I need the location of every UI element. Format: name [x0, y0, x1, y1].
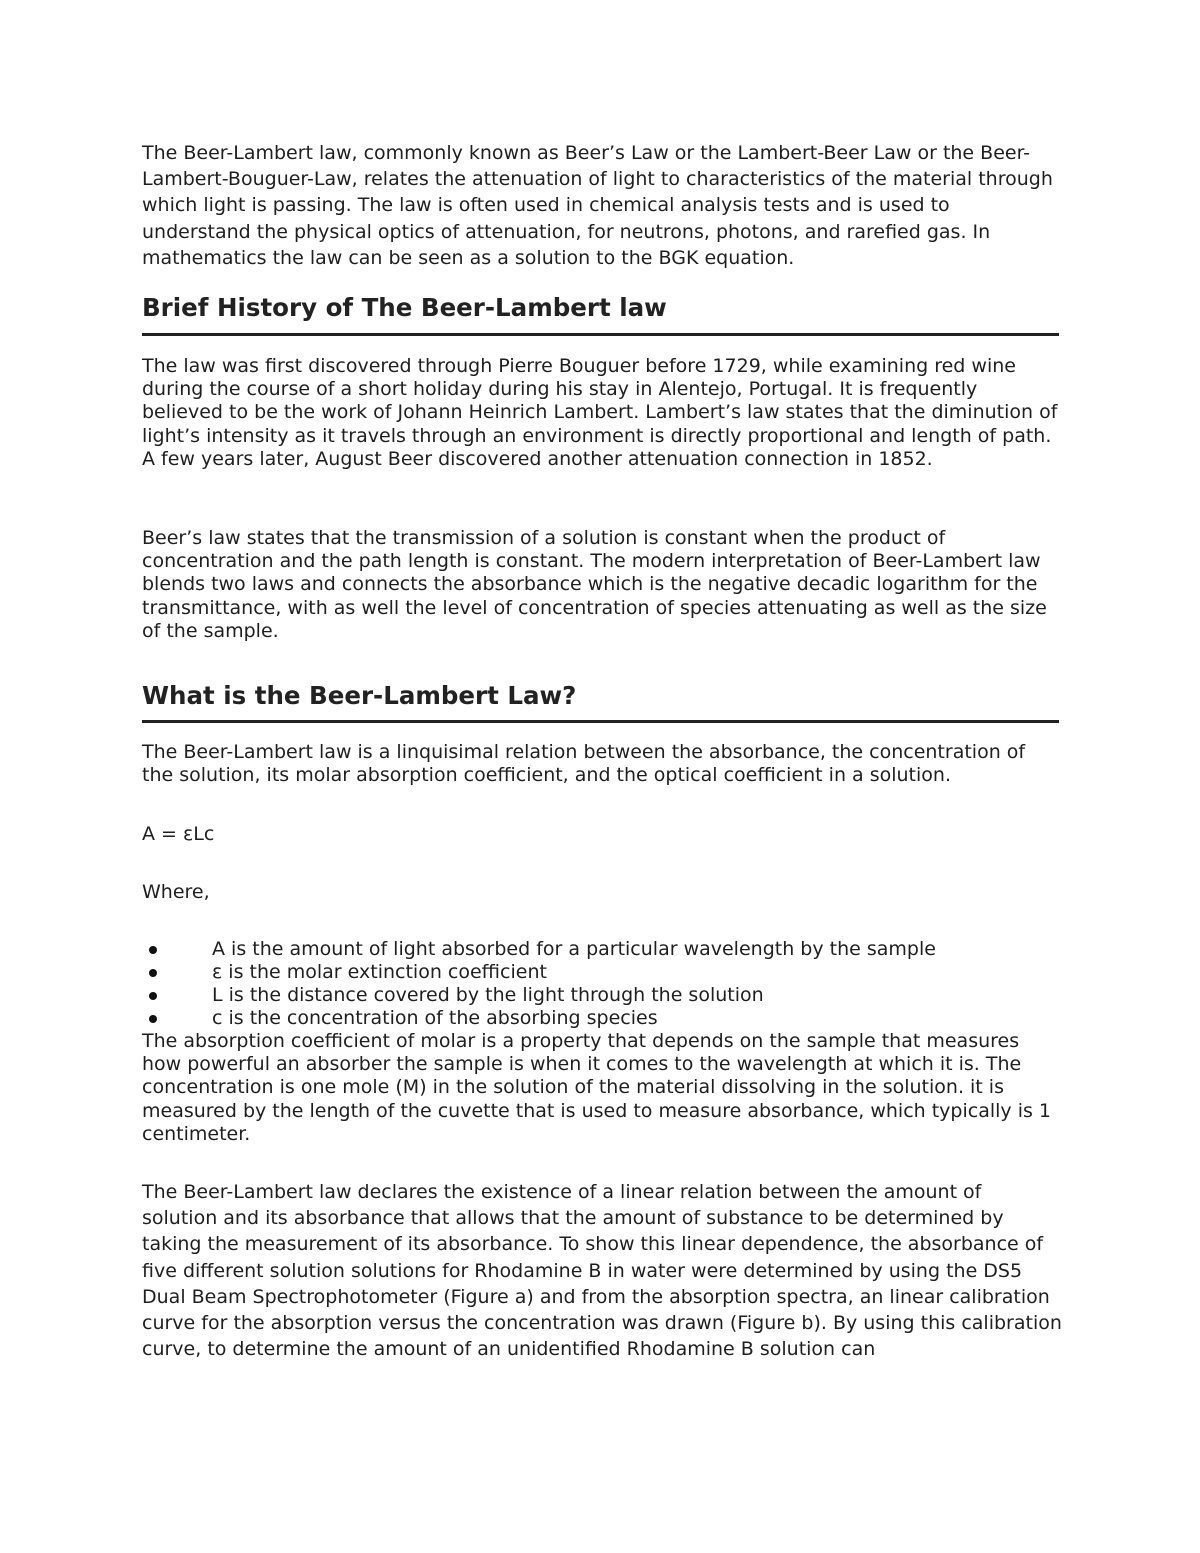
- list-item: [142, 1007, 1062, 1030]
- what-paragraph: The Beer-Lambert law is a linquisimal relation between the absorbance, the concentration of the solution, its molar absorption coefficient, and the optical coefficient in a solution.: [142, 741, 1026, 787]
- history-heading-rule: [142, 333, 1059, 336]
- what-heading-rule: [142, 720, 1059, 723]
- intro-paragraph: The Beer-Lambert law, commonly known as Beer’s Law or the Lambert-Beer Law or the Beer-Lambert-Bouguer-Law, relates the attenuation of light to characteristics of the material through which light is passing. The law is often used in chemical analysis tests and is used to understand the physical optics of attenuation, for neutrons, photons, and rarefied gas. In mathematics the law can be seen as a solution to the BGK equation.: [142, 142, 1053, 269]
- absorption-paragraph: The absorption coefficient of molar is a property that depends on the sample that measures how powerful an absorber the sample is when it comes to the wavelength at which it is. The concentration is one mole (M) in the solution of the material dissolving in the solution. it is measured by the length of the cuvette that is used to measure absorbance, which typically is 1 centimeter.: [142, 1030, 1052, 1145]
- bullet-icon: [149, 946, 157, 954]
- list-item: [142, 984, 1062, 1007]
- variable-list: [142, 938, 1062, 1030]
- list-item-text: L is the distance covered by the light through the solution: [212, 984, 764, 1006]
- history-paragraph-2: Beer’s law states that the transmission of a solution is constant when the product of concentration and the path length is constant. The modern interpretation of Beer-Lambert law blends two laws and connects the absorbance which is the negative decadic logarithm for the transmittance, with as well the level of concentration of species attenuating as well as the size of the sample.: [142, 527, 1047, 642]
- what-heading: What is the Beer-Lambert Law?: [142, 681, 577, 710]
- list-item: [142, 938, 1062, 961]
- list-item: [142, 961, 1062, 984]
- list-item-text: ε is the molar extinction coefficient: [212, 961, 547, 983]
- history-paragraph-1: The law was first discovered through Pierre Bouguer before 1729, while examining red wine during the course of a short holiday during his stay in Alentejo, Portugal. It is frequently believed to be the work of Johann Heinrich Lambert. Lambert’s law states that the diminution of light’s intensity as it travels through an environment is directly proportional and length of path. A few years later, August Beer discovered another attenuation connection in 1852.: [142, 355, 1058, 470]
- equation: A = εLc: [142, 823, 215, 845]
- history-heading: Brief History of The Beer-Lambert law: [142, 293, 667, 322]
- final-paragraph: The Beer-Lambert law declares the existence of a linear relation between the amount of solution and its absorbance that allows that the amount of substance to be determined by taking the measurement of its absorbance. To show this linear dependence, the absorbance of five different solution solutions for Rhodamine B in water were determined by using the DS5 Dual Beam Spectrophotometer (Figure a) and from the absorption spectra, an linear calibration curve for the absorption versus the concentration was drawn (Figure b). By using this calibration curve, to determine the amount of an unidentified Rhodamine B solution can: [142, 1181, 1062, 1361]
- bullet-icon: [149, 969, 157, 977]
- list-item-text: A is the amount of light absorbed for a particular wavelength by the sample: [212, 938, 936, 960]
- bullet-icon: [149, 992, 157, 1000]
- list-item-text: c is the concentration of the absorbing species: [212, 1007, 658, 1029]
- bullet-icon: [149, 1015, 157, 1023]
- where-label: Where,: [142, 881, 210, 903]
